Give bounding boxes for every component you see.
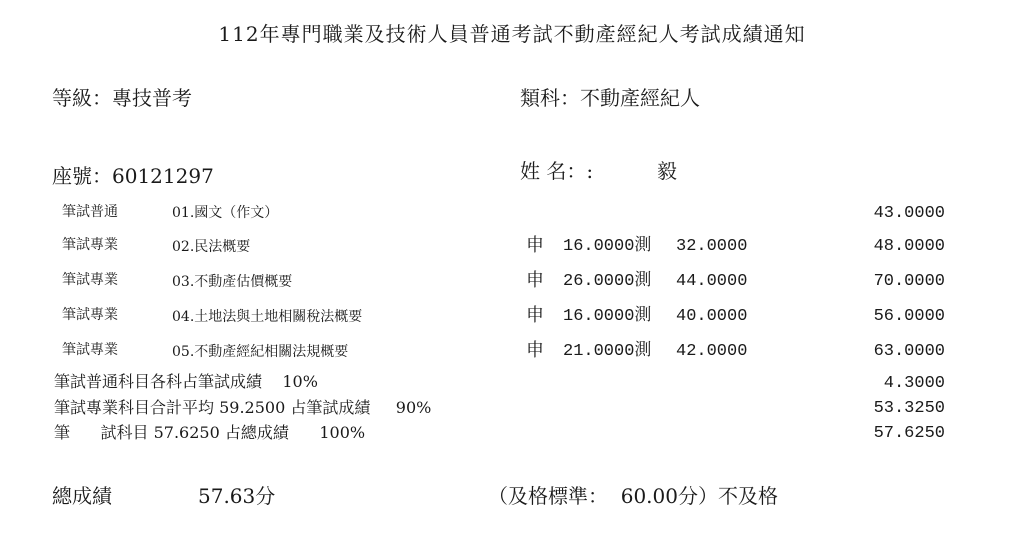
subject-score: 43.0000 — [873, 204, 945, 223]
subject-score: 70.0000 — [873, 272, 945, 291]
subject-score: 63.0000 — [873, 342, 945, 361]
summary-score: 57.6250 — [873, 424, 945, 443]
name-label: 姓 名：: — [520, 159, 594, 183]
name-value: 毅 — [657, 159, 677, 183]
subject-type: 筆試專業 — [62, 307, 118, 323]
subject-name: 02.民法概要 — [172, 239, 251, 255]
pass-standard: （及格標準： 60.00分）不及格 — [488, 484, 778, 508]
subject-value-1: 16.0000測 — [563, 237, 652, 256]
page-title: 112年專門職業及技術人員普通考試不動產經紀人考試成績通知 — [218, 22, 806, 46]
seat-number: 座號：60121297 — [52, 164, 214, 188]
subject-value-1: 21.0000測 — [563, 342, 652, 361]
subject-name: 05.不動產經紀相關法規概要 — [172, 344, 349, 360]
subject-type: 筆試專業 — [62, 272, 118, 288]
subject-value-1: 16.0000測 — [563, 307, 652, 326]
subject-flag: 申 — [526, 340, 544, 361]
subject-flag: 申 — [526, 235, 544, 256]
subject-value-2: 40.0000 — [676, 307, 748, 326]
subject-name: 03.不動產估價概要 — [172, 274, 293, 290]
summary-label: 筆試普通科目各科占筆試成績 10% — [54, 372, 318, 391]
subject-type: 筆試普通 — [62, 204, 118, 220]
subject-value-2: 42.0000 — [676, 342, 748, 361]
subject-score: 48.0000 — [873, 237, 945, 256]
summary-score: 53.3250 — [873, 399, 945, 418]
subject-value-2: 32.0000 — [676, 237, 748, 256]
subject-type: 筆試專業 — [62, 342, 118, 358]
grade-label: 等級：專技普考 — [52, 86, 192, 110]
subject-flag: 申 — [526, 270, 544, 291]
subject-name: 01.國文（作文） — [172, 205, 279, 221]
subject-value-1: 26.0000測 — [563, 272, 652, 291]
category-label: 類科：不動產經紀人 — [520, 86, 700, 110]
subject-flag: 申 — [526, 305, 544, 326]
total-value: 57.63分 — [198, 484, 276, 508]
subject-score: 56.0000 — [873, 307, 945, 326]
subject-name: 04.土地法與土地相關稅法概要 — [172, 309, 363, 325]
summary-score: 4.3000 — [883, 374, 945, 393]
summary-label: 筆試專業科目合計平均 59.2500 占筆試成績 90% — [54, 398, 432, 417]
summary-label: 筆 試科目 57.6250 占總成績 100% — [54, 423, 366, 442]
subject-value-2: 44.0000 — [676, 272, 748, 291]
subject-type: 筆試專業 — [62, 237, 118, 253]
total-label: 總成績 — [52, 484, 112, 508]
